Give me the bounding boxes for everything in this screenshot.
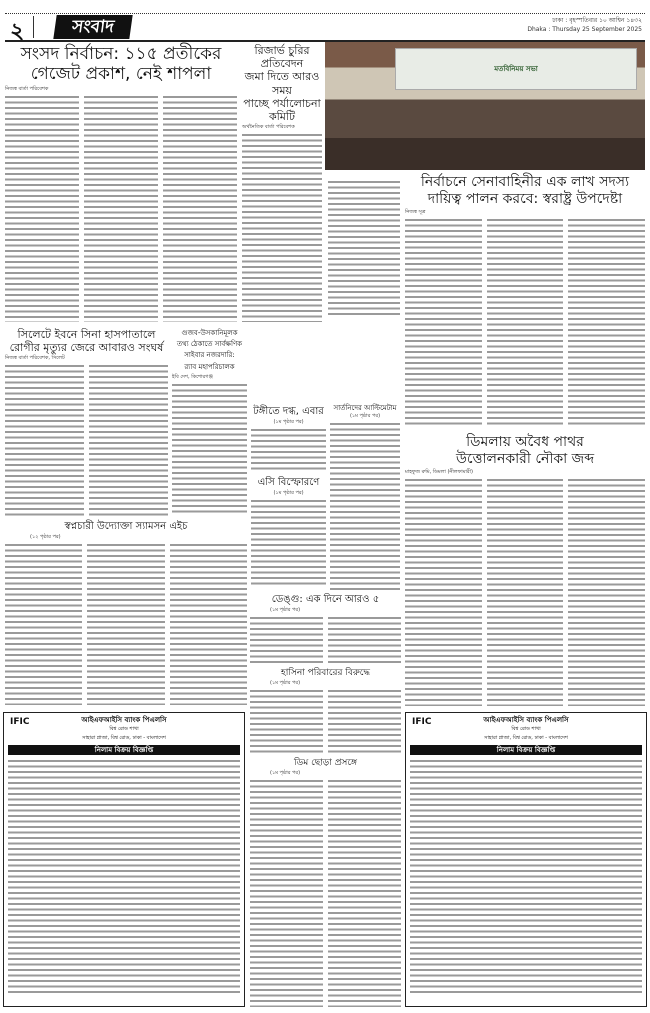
photo-banner: মতবিনিময় সভা <box>395 48 637 90</box>
jump-line: (১ম পৃষ্ঠার পর) <box>270 679 301 686</box>
article-body <box>405 217 645 428</box>
headline-line: ডিমলায় অবৈধ পাথর <box>466 434 584 450</box>
text-column <box>5 542 82 705</box>
article-body <box>5 363 168 516</box>
text-column <box>328 688 401 755</box>
text-column <box>405 477 482 706</box>
article-dimla <box>405 434 645 706</box>
text-column <box>5 363 84 516</box>
article-election-symbols <box>5 44 237 322</box>
ad-header <box>406 713 646 743</box>
headline-ac-blast: এসি বিস্ফোরণে <box>257 477 320 488</box>
byline: নিজস্ব বার্তা পরিবেশক <box>5 85 49 92</box>
masthead-logo: সংবাদ <box>53 15 132 39</box>
ific-bank-ad <box>3 712 245 1007</box>
divider <box>33 16 34 38</box>
ad-branch: বিশ্ব রোড শাখা <box>511 726 541 732</box>
headline-dimla <box>405 434 645 468</box>
ad-title: নিলাম বিক্রয় বিজ্ঞপ্তি <box>410 745 642 755</box>
article-body <box>330 421 400 590</box>
article-reserve-theft-continued <box>328 178 400 318</box>
text-column <box>251 427 326 472</box>
jump-line: (১ম পৃষ্ঠার পর) <box>349 413 381 420</box>
headline-samson: স্বপ্নচারী উদ্যোক্তা স্যামসন এইচ <box>64 521 188 532</box>
headline-line: দায়িত্ব পালন করবে: স্বরাষ্ট্র উপদেষ্টা <box>427 190 623 207</box>
byline: অর্থনৈতিক বার্তা পরিবেশক <box>242 124 295 131</box>
dateline <box>527 16 642 34</box>
headline-line: গুজব-উসকানিমূলক <box>181 329 238 337</box>
article-body <box>250 778 401 1007</box>
byline: নিজস্ব সূত্র <box>405 208 426 215</box>
headline-line: জমা দিতে আরও সময় <box>244 70 320 97</box>
jump-line: (১ম পৃষ্ঠার পর) <box>273 419 304 425</box>
headline-army <box>405 174 645 208</box>
headline-line: রোগীর মৃত্যুর জেরে আবারও সংঘর্ষ <box>9 341 164 355</box>
headline-ultimatum: সার্তনিদের আল্টিমেটাম <box>333 404 397 412</box>
text-column <box>405 217 482 428</box>
article-egg <box>250 758 401 1007</box>
text-column <box>568 217 645 428</box>
article-hasina <box>250 668 401 755</box>
article-ultimatum <box>330 404 400 590</box>
headline-line: সংসদ নির্বাচন: ১১৫ প্রতীকের <box>20 44 222 64</box>
jump-line: (১২ পৃষ্ঠার পর) <box>30 534 61 540</box>
ific-logo: IFIC <box>10 717 30 727</box>
ad-address: সাহারা প্লাজা, বিশ্ব রোড, ঢাকা - বাংলাদেশ <box>484 735 568 741</box>
article-army <box>405 174 645 428</box>
text-column <box>330 421 400 590</box>
article-tongi <box>251 406 326 472</box>
text-column <box>250 778 323 1007</box>
article-sylhet <box>5 328 168 516</box>
ad-bank-name: আইএফআইসি ব্যাংক পিএলসি <box>483 716 569 724</box>
headline-sylhet <box>5 328 168 354</box>
jump-line: (১ম পৃষ্ঠার পর) <box>270 607 301 613</box>
ific-bank-ad <box>405 712 647 1007</box>
ad-address: সাহারা প্লাজা, বিশ্ব রোড, ঢাকা - বাংলাদেশ <box>82 735 166 741</box>
headline-line: রিজার্ভ চুরির প্রতিবেদন <box>254 44 310 71</box>
headline-rab <box>172 328 247 373</box>
headline-reserve-theft <box>242 44 322 123</box>
headline-line: গেজেট প্রকাশ, নেই শাপলা <box>30 64 212 85</box>
text-column <box>487 217 564 428</box>
article-body <box>405 477 645 706</box>
headline-election-symbols <box>5 44 237 85</box>
text-column <box>87 542 164 705</box>
byline: নিজস্ব বার্তা পরিবেশক, সিলেট <box>5 355 65 362</box>
text-column <box>172 382 247 516</box>
text-column <box>487 477 564 706</box>
page-number: ২ <box>10 19 25 44</box>
article-body <box>5 542 247 705</box>
headline-line: পাচ্ছে পর্যালোচনা কমিটি <box>243 96 321 123</box>
byline: মাহফুজ রুমি, ডিমলা (নীলফামারী) <box>405 468 473 475</box>
text-column <box>250 688 323 755</box>
article-body <box>250 688 401 755</box>
ific-logo: IFIC <box>412 717 432 727</box>
headline-hasina: হাসিনা পরিবারের বিরুদ্ধে <box>280 668 371 678</box>
text-column <box>84 94 158 322</box>
text-column <box>163 94 237 322</box>
jump-line: (১ম পৃষ্ঠার পর) <box>273 490 304 496</box>
headline-dengue: ডেঙ্গু: এক দিনে আরও ৫ <box>271 594 380 605</box>
ad-header <box>4 713 244 743</box>
article-body <box>251 498 326 587</box>
article-body <box>328 179 400 318</box>
ad-title: নিলাম বিক্রয় বিজ্ঞপ্তি <box>8 745 240 755</box>
article-samson <box>5 521 247 705</box>
headline-line: তথ্য ঠেকাতে সার্বক্ষণিক <box>176 340 243 349</box>
headline-line: নির্বাচনে সেনাবাহিনীর এক লাখ সদস্য <box>420 174 630 190</box>
headline-line: র‍্যাব মহাপরিচালক <box>184 362 235 371</box>
top-dotted-rule <box>5 13 645 14</box>
date-bengali: ঢাকা : বৃহস্পতিবার ১০ আশ্বিন ১৪৩২ <box>552 17 642 24</box>
headline-line: সিলেটে ইবনে সিনা হাসপাতালে <box>17 328 156 341</box>
date-english: Dhaka : Thursday 25 September 2025 <box>527 26 642 33</box>
article-rab <box>172 328 247 516</box>
headline-line: উত্তোলনকারী নৌকা জব্দ <box>455 450 595 467</box>
text-column <box>251 498 326 587</box>
article-dengue <box>250 594 401 666</box>
text-column <box>328 778 401 1007</box>
text-column <box>170 542 247 705</box>
ad-bank-name: আইএফআইসি ব্যাংক পিএলসি <box>81 716 167 724</box>
text-column <box>5 94 79 322</box>
article-body <box>242 132 322 322</box>
ad-branch: বিশ্ব রোড শাখা <box>109 726 139 732</box>
ad-body <box>410 758 642 996</box>
article-body <box>251 427 326 472</box>
article-reserve-theft <box>242 44 322 322</box>
article-body <box>172 382 247 516</box>
headline-egg: ডিম ছোড়া প্রসঙ্গে <box>294 758 357 768</box>
jump-line: (১ম পৃষ্ঠার পর) <box>270 769 301 776</box>
article-body <box>250 615 401 666</box>
text-column <box>250 615 323 666</box>
headline-line: সাইবার নজরদারি: <box>184 351 235 360</box>
article-ac-blast <box>251 477 326 587</box>
text-column <box>328 179 400 318</box>
text-column <box>242 132 322 322</box>
ad-body <box>8 758 240 996</box>
byline: ইবি দেশ, কিশোরগঞ্জ <box>172 373 213 380</box>
article-body <box>5 94 237 322</box>
headline-tongi: টঙ্গীতে দগ্ধ, এবার <box>253 406 324 417</box>
text-column <box>568 477 645 706</box>
text-column <box>89 363 168 516</box>
text-column <box>328 615 401 666</box>
